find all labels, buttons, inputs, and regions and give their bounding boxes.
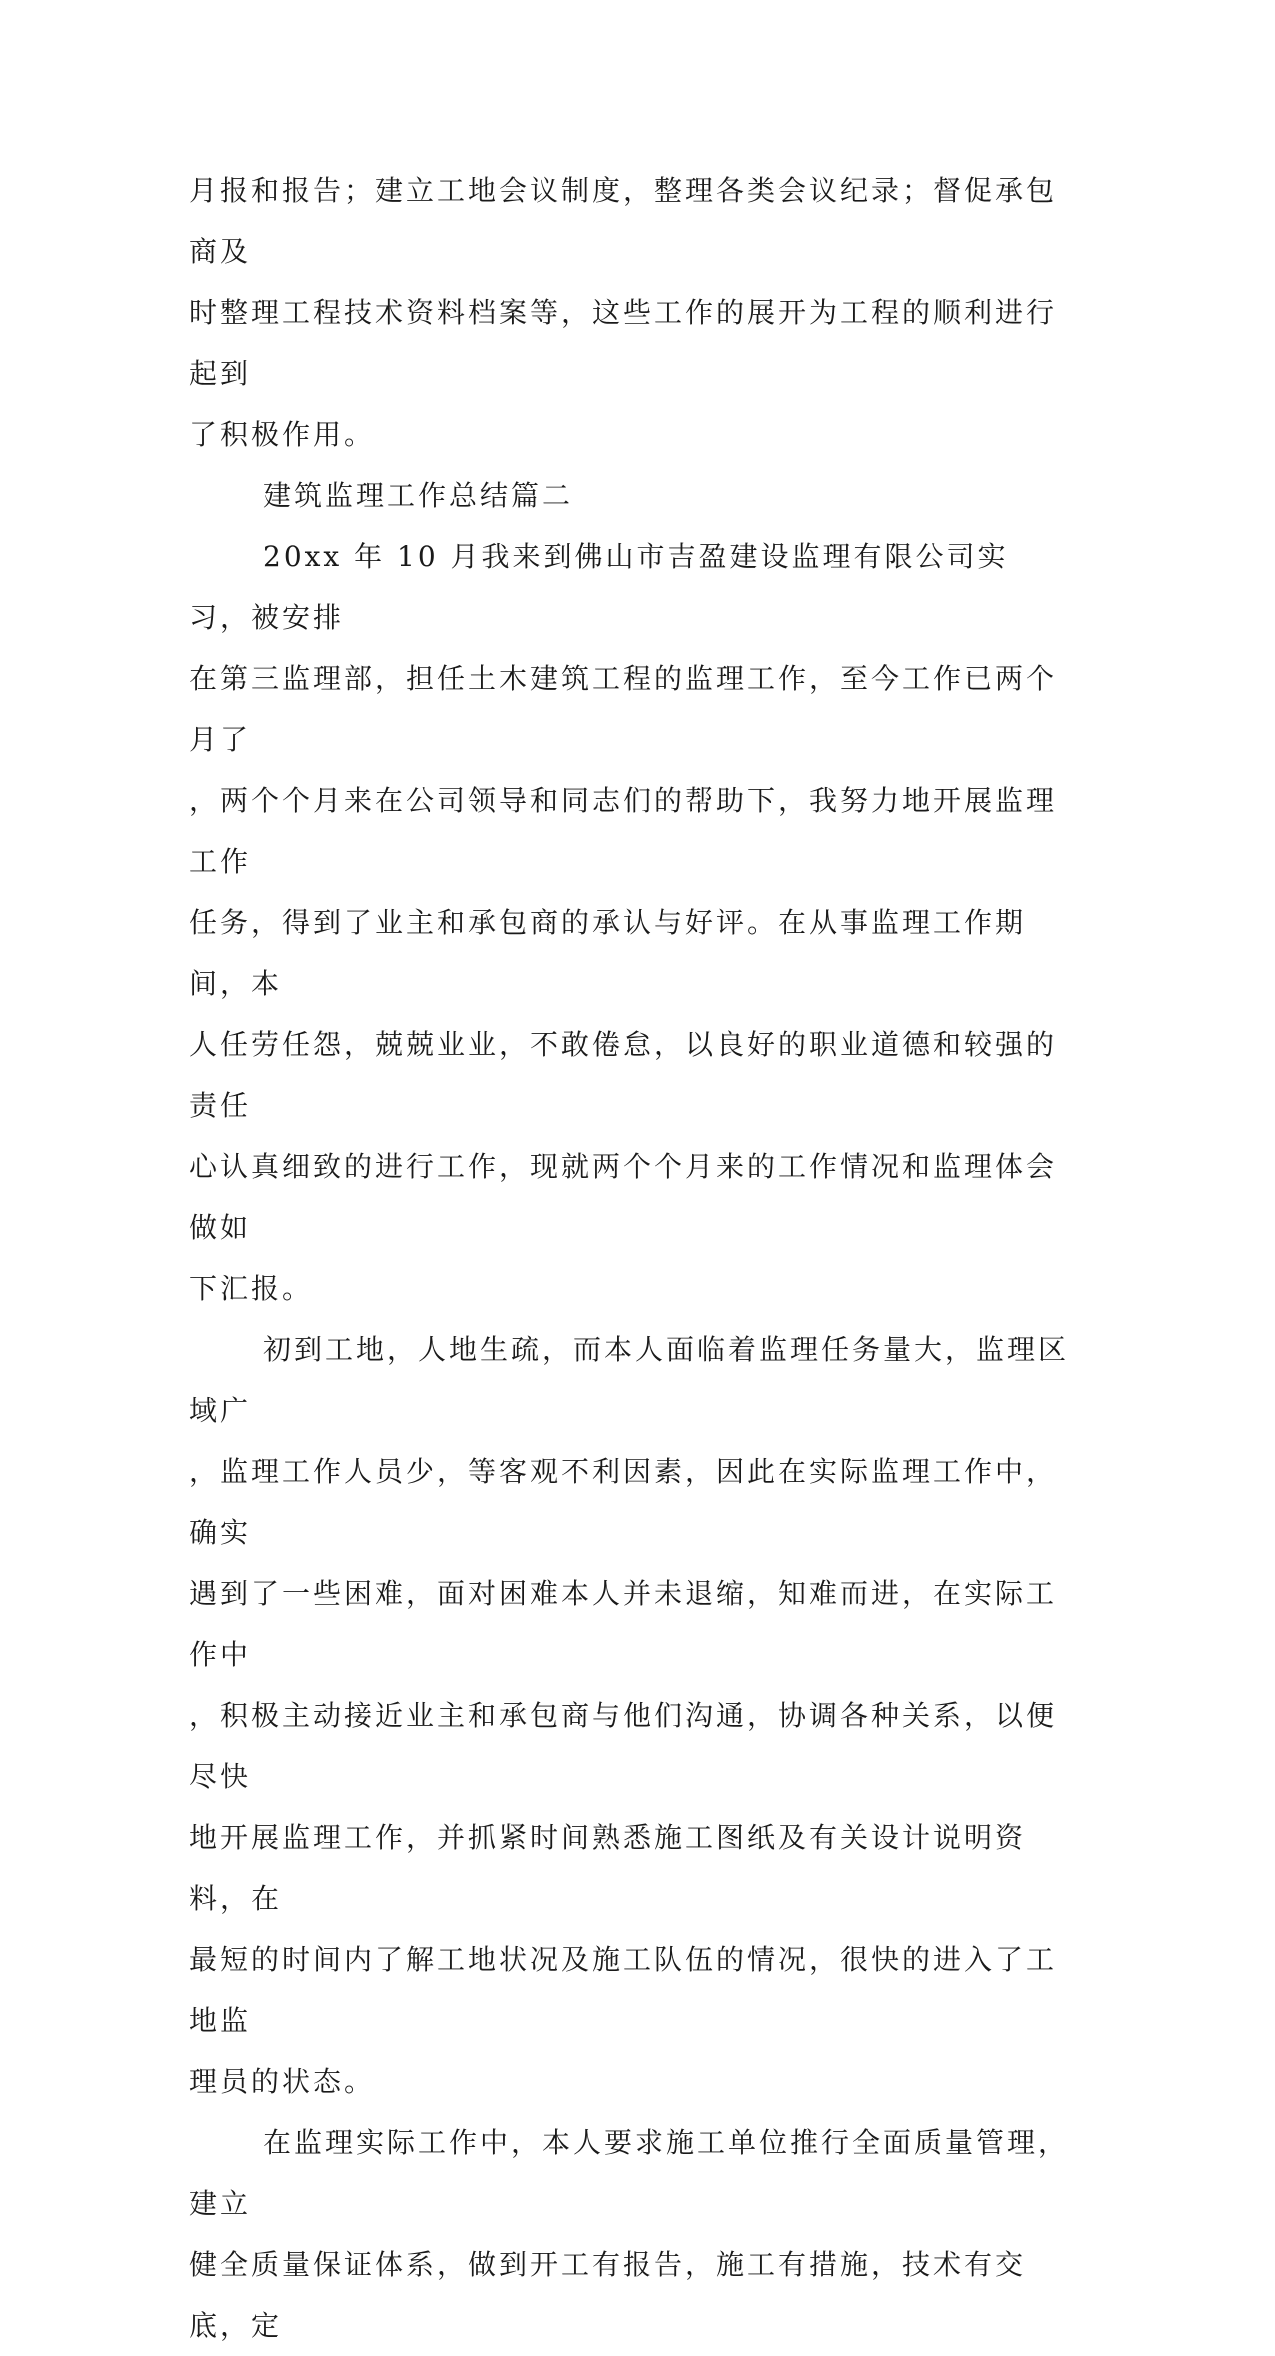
section-heading: 建筑监理工作总结篇二 [263, 479, 574, 512]
paragraph-quality-management: 在监理实际工作中，本人要求施工单位推行全面质量管理，建立 健全质量保证体系，做到开工有报告，施工有措施，技术有交底，定 [189, 2126, 1070, 2342]
document-body [189, 160, 1069, 2356]
paragraph-intro: 20xx 年 10 月我来到佛山市吉盈建设监理有限公司实习，被安排 在第三监理部，担任土木建筑工程的监理工作，至今工作已两个月了 ，两个个月来在公司领导和同志们的帮助下，我努力地开展监理工作 任务，得到了业主和承包商的承认与好评。在从事监理工作期间，本 人任劳任怨，兢兢业业，不敢倦怠，以良好的职业道德和较强的责任 心认真细致的进行工作，现就两个个月来的工作情况和监理体会做如 下汇报。 [189, 540, 1058, 1305]
paragraph-continuation: 月报和报告；建立工地会议制度，整理各类会议纪录；督促承包商及 时整理工程技术资料档案等，这些工作的展开为工程的顺利进行起到 了积极作用。 [189, 174, 1058, 451]
paragraph-first-days: 初到工地，人地生疏，而本人面临着监理任务量大，监理区域广 ，监理工作人员少，等客观不利因素，因此在实际监理工作中，确实 遇到了一些困难，面对困难本人并未退缩，知难而进，在实际工作中 ，积极主动接近业主和承包商与他们沟通，协调各种关系，以便尽快 地开展监理工作，并抓紧时间熟悉施工图纸及有关设计说明资料，在 最短的时间内了解工地状况及施工队伍的情况，很快的进入了工地监 理员的状态。 [189, 1333, 1070, 2098]
